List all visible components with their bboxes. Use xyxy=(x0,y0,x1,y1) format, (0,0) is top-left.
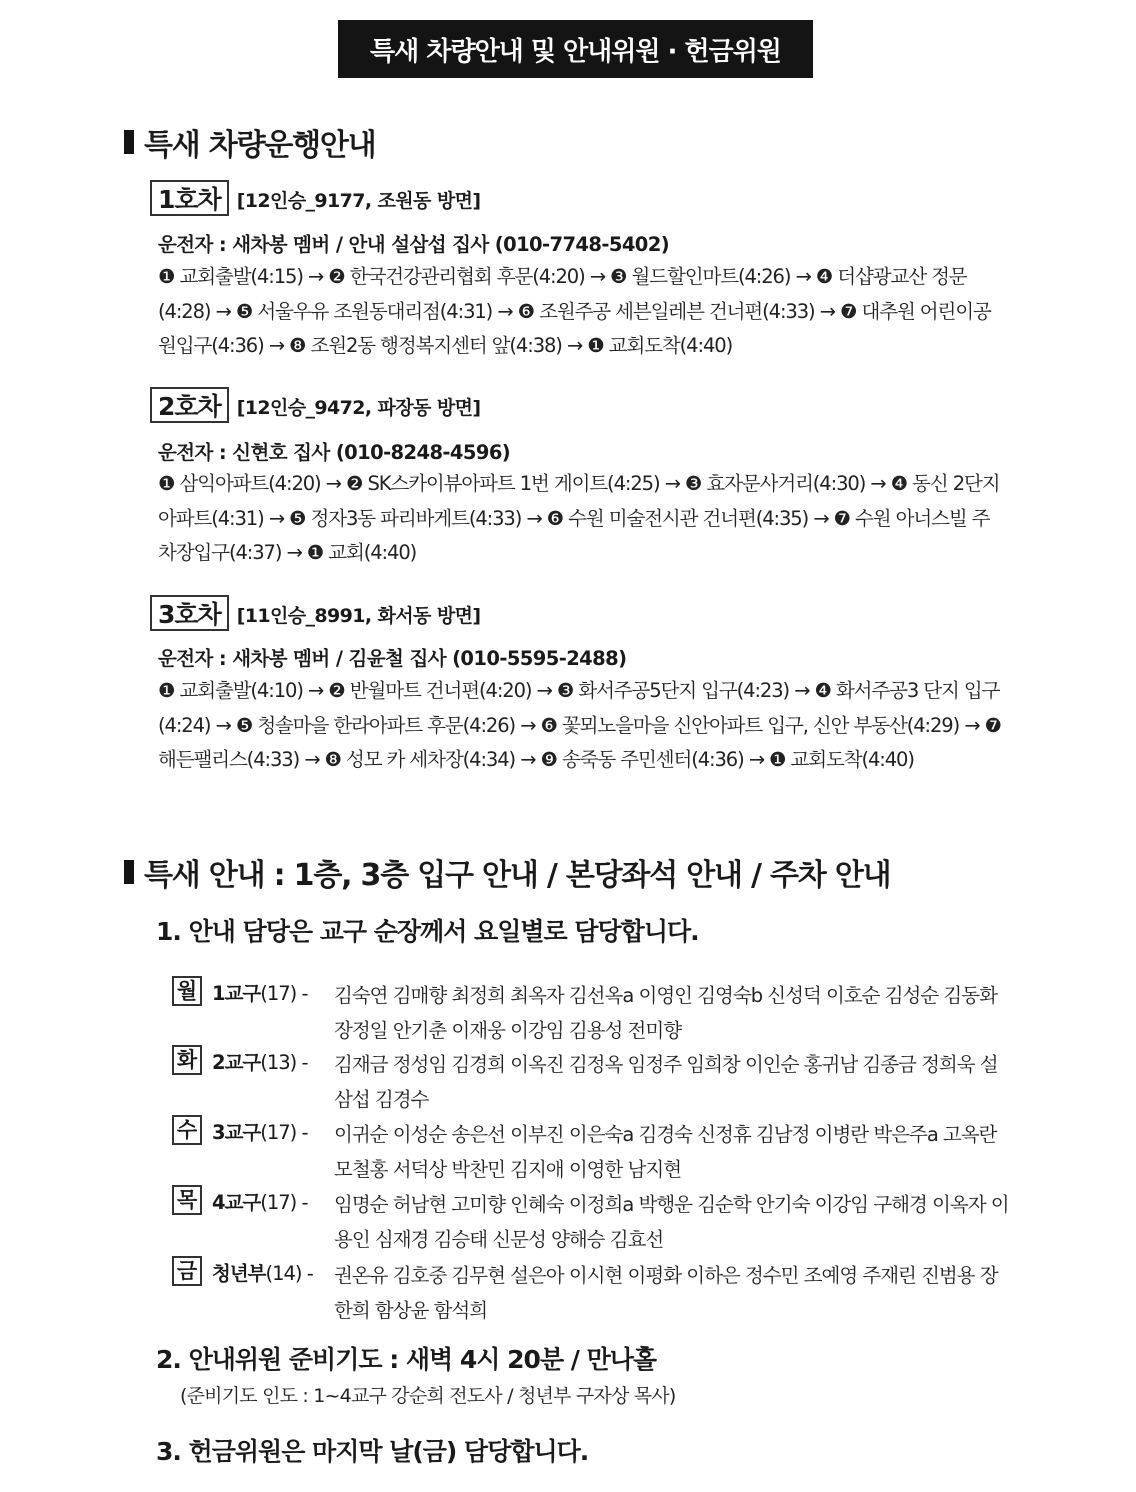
day-group xyxy=(212,978,308,1006)
guide-step-2: 2. 안내위원 준비기도 : 새벽 4시 20분 / 만나홀 xyxy=(156,1345,657,1374)
car-3-driver: 운전자 : 새차봉 멤버 / 김윤철 집사 (010-5595-2488) xyxy=(158,647,627,670)
car-2-route: ❶ 삼익아파트(4:20) → ❷ SK스카이뷰아파트 1번 게이트(4:25) → ❸ 효자문사거리(4:30) → ❹ 동신 2단지 아파트(4:31) → ❺ 정자3동 파리바게트(4:33) → ❻ 수원 미술전시관 건너편(4:35) → ❼ 수원 아너스빌 주차장입구(4:37) → ❶ 교회(4:40) xyxy=(158,472,1000,564)
group-name: 1교구 xyxy=(212,982,261,1005)
group-name: 3교구 xyxy=(212,1121,261,1144)
car-3-header xyxy=(150,595,480,631)
day-badge: 금 xyxy=(172,1256,202,1286)
day-names: 권온유 김호중 김무현 설은아 이시현 이평화 이하은 정수민 조예영 주재린 진범용 장한희 함상윤 함석희 xyxy=(334,1264,998,1322)
section-title-text: 특새 차량운행안내 xyxy=(144,128,376,163)
guide-step-1: 1. 안내 담당은 교구 순장께서 요일별로 담당합니다. xyxy=(156,917,699,946)
car-1-label: 1호차 xyxy=(150,180,229,216)
car-1-driver: 운전자 : 새차봉 멤버 / 안내 설삼섭 집사 (010-7748-5402) xyxy=(158,233,670,256)
car-3-label: 3호차 xyxy=(150,595,229,631)
day-group xyxy=(212,1117,308,1145)
section-title-guide xyxy=(124,850,890,894)
day-names: 임명순 허남현 고미향 인혜숙 이정희a 박행운 김순학 안기숙 이강임 구해경 이옥자 이용인 심재경 김승태 신문성 양해승 김효선 xyxy=(334,1193,1009,1251)
car-2-driver: 운전자 : 신현호 집사 (010-8248-4596) xyxy=(158,441,511,464)
car-1-info: [12인승_9177, 조원동 방면] xyxy=(236,190,481,212)
day-names: 김재금 정성임 김경희 이옥진 김정옥 임정주 임희창 이인순 홍귀남 김종금 정희욱 설삼섭 김경수 xyxy=(334,1053,998,1111)
day-group xyxy=(212,1187,308,1215)
day-badge: 화 xyxy=(172,1045,202,1075)
day-badge: 목 xyxy=(172,1185,202,1215)
guide-step-3: 3. 헌금위원은 마지막 날(금) 담당합니다. xyxy=(156,1437,589,1466)
section-title-vehicles xyxy=(124,120,375,164)
day-group xyxy=(212,1047,308,1075)
group-name: 청년부 xyxy=(212,1262,266,1285)
car-2-info: [12인승_9472, 파장동 방면] xyxy=(236,397,481,419)
page-banner: 특새 차량안내 및 안내위원 · 헌금위원 xyxy=(338,20,813,78)
group-count: (17) - xyxy=(260,1121,308,1144)
day-group xyxy=(212,1258,313,1286)
section-marker xyxy=(124,130,134,154)
group-count: (14) - xyxy=(265,1262,313,1285)
group-count: (17) - xyxy=(260,1191,308,1214)
car-2-header xyxy=(150,387,480,423)
car-1-route: ❶ 교회출발(4:15) → ❷ 한국건강관리협회 후문(4:20) → ❸ 월드할인마트(4:26) → ❹ 더샵광교산 정문(4:28) → ❺ 서울우유 조원동대리점(4:31) → ❻ 조원주공 세븐일레븐 건너편(4:33) → ❼ 대추원 어린이공원입구(4:36) → ❽ 조원2동 행정복지센터 앞(4:38) → ❶ 교회도착(4:40) xyxy=(158,265,991,357)
day-badge: 수 xyxy=(172,1115,202,1145)
group-name: 2교구 xyxy=(212,1051,261,1074)
car-1-header xyxy=(150,180,480,216)
day-names: 이귀순 이성순 송은선 이부진 이은숙a 김경숙 신정휴 김남정 이병란 박은주a 고옥란 모철홍 서덕상 박찬민 김지애 이영한 남지현 xyxy=(334,1123,997,1181)
guide-step-2-note: (준비기도 인도 : 1~4교구 강순희 전도사 / 청년부 구자상 목사) xyxy=(180,1385,676,1407)
car-2-label: 2호차 xyxy=(150,387,229,423)
group-name: 4교구 xyxy=(212,1191,261,1214)
car-3-info: [11인승_8991, 화서동 방면] xyxy=(236,605,481,627)
section-title-text: 특새 안내 : 1층, 3층 입구 안내 / 본당좌석 안내 / 주차 안내 xyxy=(144,858,891,893)
section-marker xyxy=(124,860,134,884)
group-count: (17) - xyxy=(260,982,308,1005)
group-count: (13) - xyxy=(260,1051,308,1074)
day-badge: 월 xyxy=(172,976,202,1006)
car-3-route: ❶ 교회출발(4:10) → ❷ 반월마트 건너편(4:20) → ❸ 화서주공5단지 입구(4:23) → ❹ 화서주공3 단지 입구(4:24) → ❺ 청솔마을 한라아파트 후문(4:26) → ❻ 꽃뫼노을마을 신안아파트 입구, 신안 부동산(4:29) → ❼ 해든팰리스(4:33) → ❽ 성모 카 세차장(4:34) → ❾ 송죽동 주민센터(4:36) → ❶ 교회도착(4:40) xyxy=(158,679,1001,771)
day-names: 김숙연 김매향 최정희 최옥자 김선옥a 이영인 김영숙b 신성덕 이호순 김성순 김동화 장정일 안기춘 이재웅 이강임 김용성 전미향 xyxy=(334,984,997,1042)
